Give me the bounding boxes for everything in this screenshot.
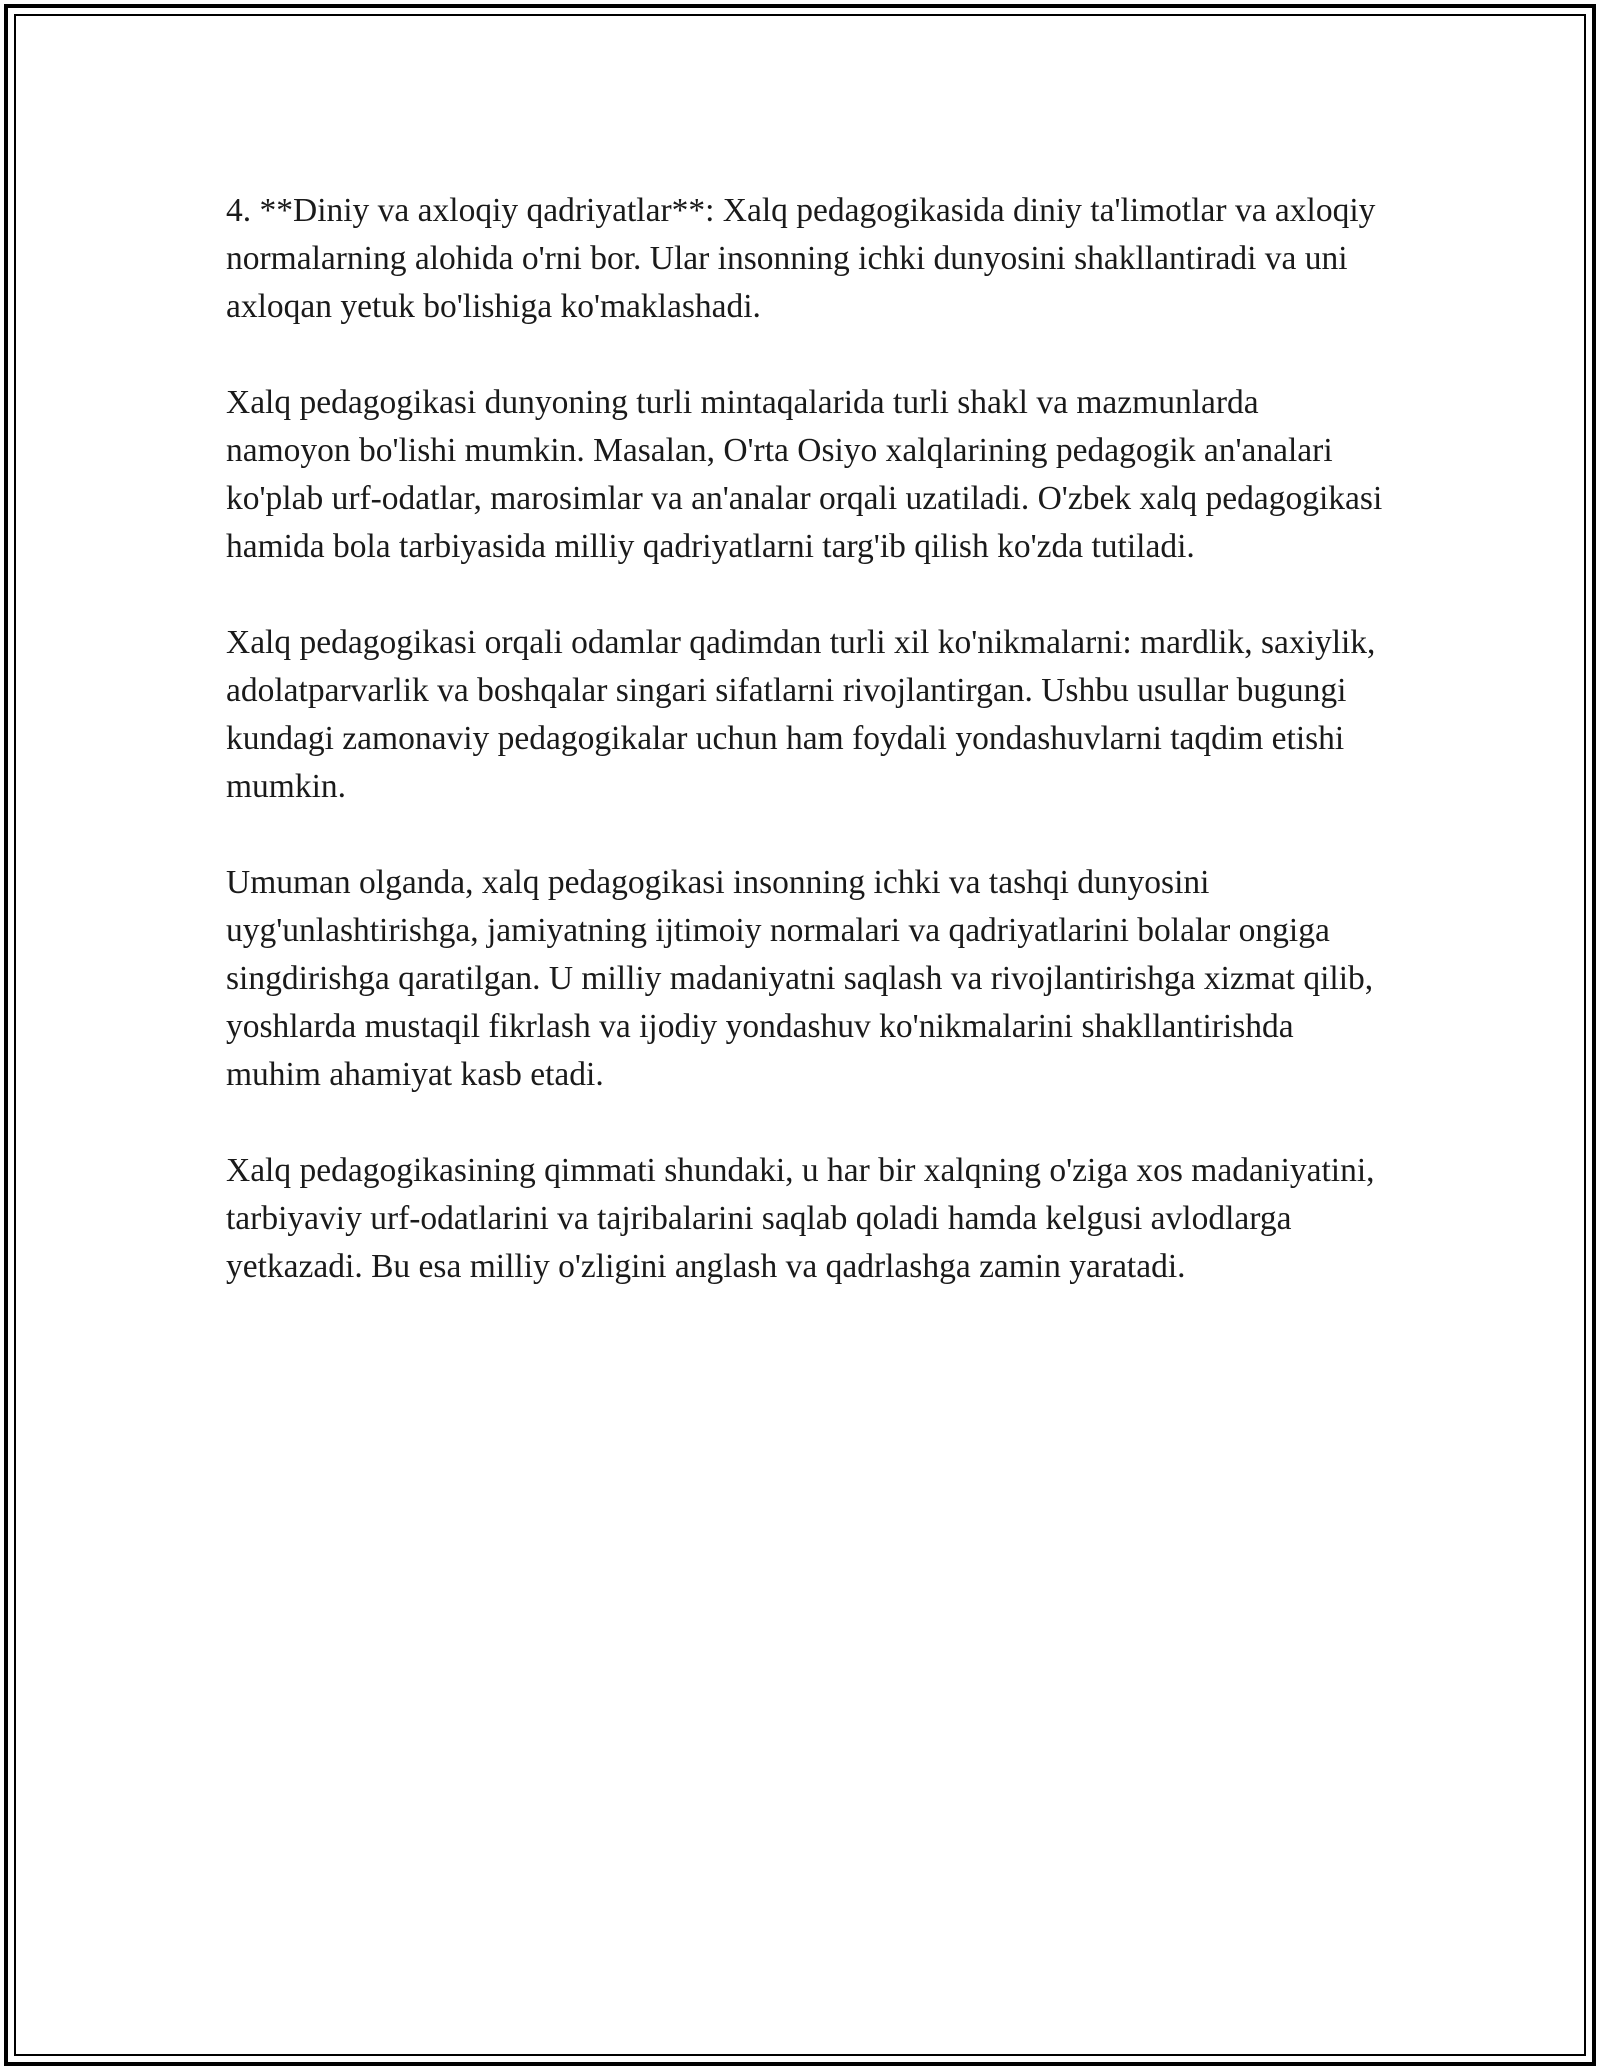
document-body: [226, 187, 1386, 1339]
paragraph-diniy-axloqiy: 4. **Diniy va axloqiy qadriyatlar**: Xalq pedagogikasida diniy ta'limotlar va axloqiy normalarning alohida o'rni bor. Ular insonning ichki dunyosini shakllantiradi va uni axloqan yetuk bo'lishiga ko'maklashadi.: [226, 192, 1376, 325]
paragraph-konikmalar: Xalq pedagogikasi orqali odamlar qadimdan turli xil ko'nikmalarni: mardlik, saxiylik, adolatparvarlik va boshqalar singari sifatlarni rivojlantirgan. Ushbu usullar bugungi kundagi zamonaviy pedagogikalar uchun ham foydali yondashuvlarni taqdim etishi mumkin.: [226, 624, 1376, 805]
paragraph-umuman-olganda: Umuman olganda, xalq pedagogikasi insonning ichki va tashqi dunyosini uyg'unlashtirishga, jamiyatning ijtimoiy normalari va qadriyatlarini bolalar ongiga singdirishga qaratilgan. U milliy madaniyatni saqlash va rivojlantirishga xizmat qilib, yoshlarda mustaqil fikrlash va ijodiy yondashuv ko'nikmalarini shakllantirishda muhim ahamiyat kasb etadi.: [226, 864, 1374, 1093]
paragraph-mintaqalar: Xalq pedagogikasi dunyoning turli mintaqalarida turli shakl va mazmunlarda namoyon bo'lishi mumkin. Masalan, O'rta Osiyo xalqlarining pedagogik an'analari ko'plab urf-odatlar, marosimlar va an'analar orqali uzatiladi. O'zbek xalq pedagogikasi hamida bola tarbiyasida milliy qadriyatlarni targ'ib qilish ko'zda tutiladi.: [226, 384, 1383, 565]
paragraph-qimmati: Xalq pedagogikasining qimmati shundaki, u har bir xalqning o'ziga xos madaniyatini, tarbiyaviy urf-odatlarini va tajribalarini saqlab qoladi hamda kelgusi avlodlarga yetkazadi. Bu esa milliy o'zligini anglash va qadrlashga zamin yaratadi.: [226, 1152, 1375, 1285]
